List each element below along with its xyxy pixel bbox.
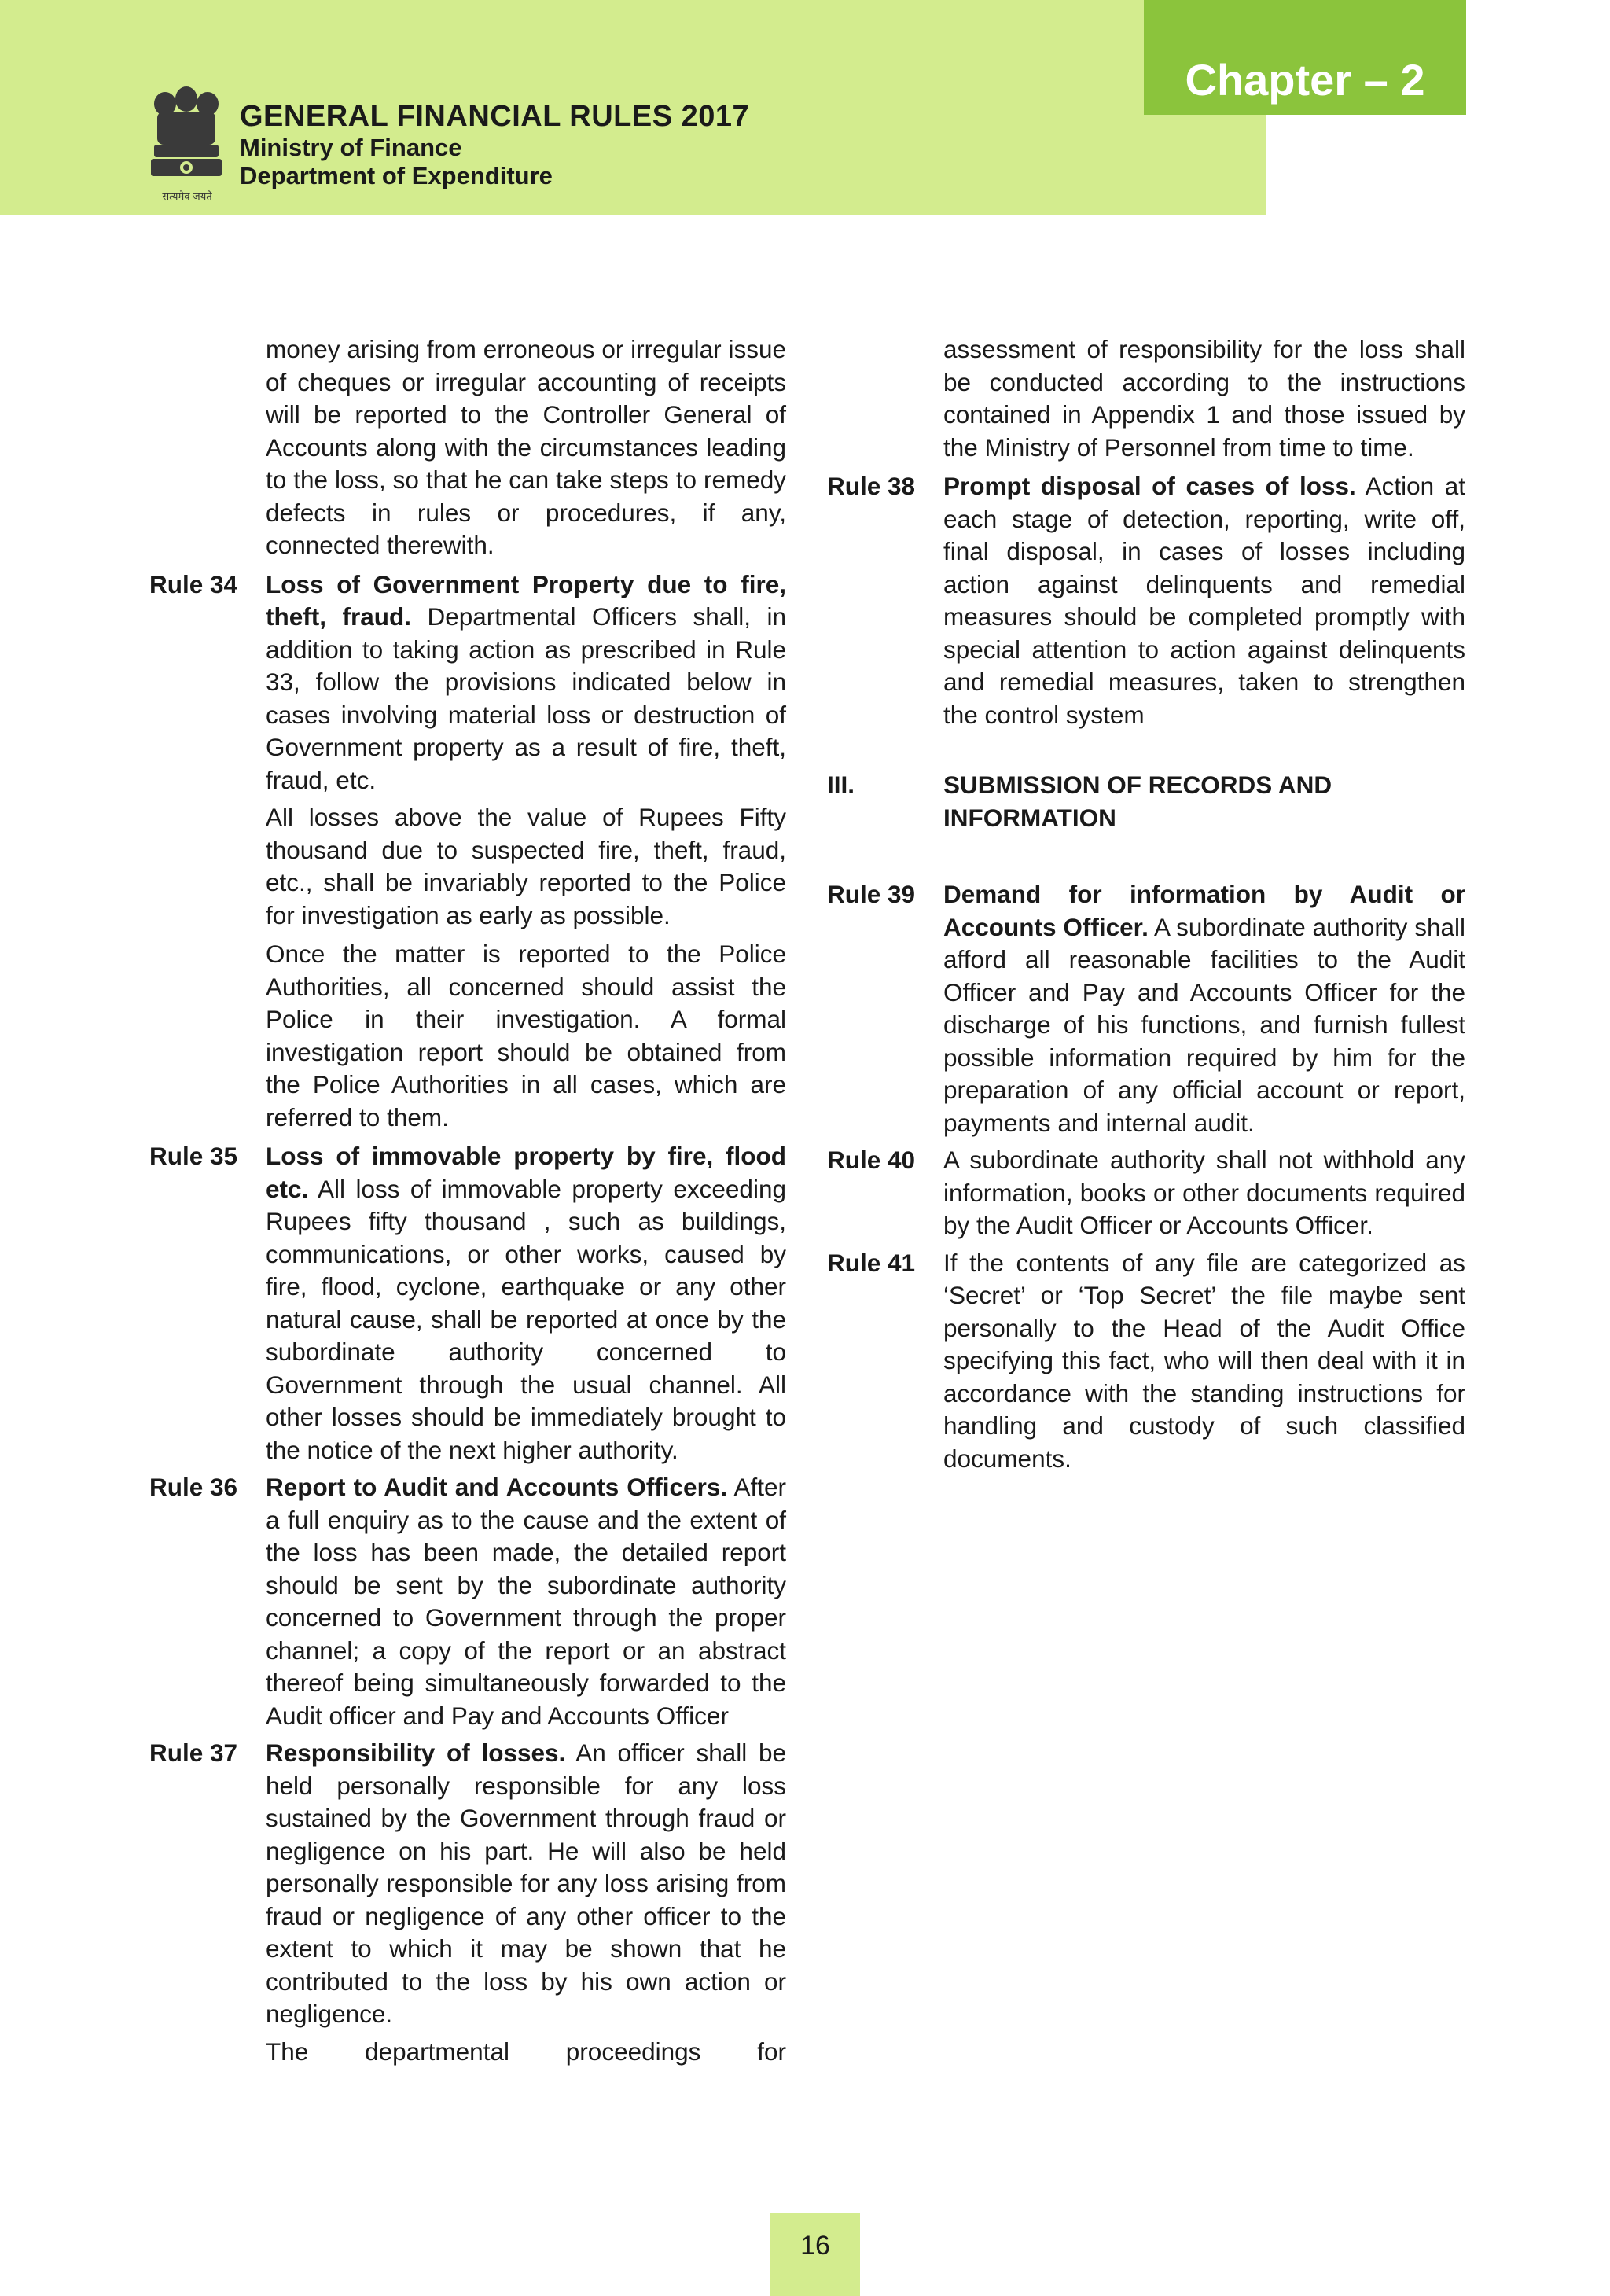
rule-body [943, 470, 1465, 731]
rule-label: Rule 41 [827, 1248, 916, 1277]
rule-text: A subordinate authority shall afford all reasonable facilities to the Audit Officer and Pay and Accounts Officer for the discharge of his functions, and furnish fullest possible information required by him for the preparation of any official account or report, payments and internal audit. [943, 912, 1465, 1137]
rule-label: Rule 37 [149, 1739, 238, 1767]
rule-text: If the contents of any file are categorized as ‘Secret’ or ‘Top Secret’ the file maybe sent personally to the Head of the Audit Office specifying this fact, who will then deal with it in accordance with the standing instructions for handling and custody of such classified documents. [943, 1248, 1465, 1473]
rule-label: Rule 40 [827, 1146, 916, 1174]
left-column [149, 333, 786, 2074]
rule-label: Rule 38 [827, 472, 916, 500]
section-title: SUBMISSION OF RECORDS AND INFORMATION [943, 771, 1332, 832]
rule-body [266, 568, 786, 797]
rule-paragraph: The departmental proceedings for [266, 2037, 786, 2066]
rule-41 [827, 1247, 1465, 1476]
rule-title: Prompt disposal of cases of loss. [943, 472, 1356, 500]
rule-36 [149, 1471, 786, 1732]
rule-title: Responsibility of losses. [266, 1739, 566, 1767]
rule-text: After a full enquiry as to the cause and the extent of the loss has been made, the detailed report should be sent by the subordinate authority concerned to Government through the proper channel; a copy of the report or an abstract thereof being simultaneously forwarded to the Audit officer and Pay and Accounts Officer [266, 1473, 786, 1730]
rule-label: Rule 36 [149, 1473, 238, 1501]
chapter-tab: Chapter – 2 [1144, 0, 1466, 115]
rule-paragraph: All losses above the value of Rupees Fifty thousand due to suspected fire, theft, fraud, etc., shall be invariably reported to the Police for investigation as early as possible. [266, 803, 786, 929]
rule-34 [149, 568, 786, 797]
rule-label: Rule 34 [149, 569, 238, 598]
rule-40 [827, 1144, 1465, 1242]
department-name: Department of Expenditure [240, 162, 553, 189]
continuation-paragraph: money arising from erroneous or irregular issue of cheques or irregular accounting of receipts will be reported to the Controller General of Accounts along with the circumstances leading to the loss, so that he can take steps to remedy defects in rules or procedures, if any, connected therewith. [266, 335, 786, 559]
rule-body [266, 1471, 786, 1732]
rule-body [266, 1737, 786, 2031]
rule-text: A subordinate authority shall not withhold any information, books or other documents required by the Audit Officer or Accounts Officer. [943, 1146, 1465, 1239]
page-number: 16 [770, 2213, 860, 2296]
right-column [827, 333, 1465, 1480]
rule-title: Report to Audit and Accounts Officers. [266, 1473, 728, 1501]
rule-title: Loss of Government Property due to fire, theft, fraud. [266, 569, 786, 631]
emblem-motto: सत्यमेव जयते [162, 190, 212, 202]
continuation-paragraph: assessment of responsibility for the loss shall be conducted according to the instructions contained in Appendix 1 and those issued by the Ministry of Personnel from time to time. [943, 335, 1465, 462]
rule-39 [827, 878, 1465, 1139]
rule-37 [149, 1737, 786, 2031]
section-number: III. [827, 771, 855, 799]
rule-text: All loss of immovable property exceeding Rupees fifty thousand , such as buildings, communications, or other works, caused by fire, flood, cyclone, earthquake or any other natural cause, shall be reported at once by the subordinate authority concerned to Government through the usual channel. All other losses should be immediately brought to the notice of the next higher authority. [266, 1174, 786, 1464]
rule-text: Action at each stage of detection, reporting, write off, final disposal, in cases of losses including action against delinquents and remedial measures should be completed promptly with special attention to action against delinquents and remedial measures, taken to strengthen the control system [943, 472, 1465, 729]
header-text [240, 99, 749, 190]
rule-title: Demand for information by Audit or Accounts Officer. [943, 880, 1465, 941]
national-emblem-icon [143, 77, 230, 203]
rule-38 [827, 470, 1465, 731]
rule-label: Rule 35 [149, 1142, 238, 1170]
rule-paragraph: Once the matter is reported to the Police Authorities, all concerned should assist the Police in their investigation. A formal investigation report should be obtained from the Police Authorities in all cases, which are referred to them. [266, 940, 786, 1131]
ministry-name: Ministry of Finance [240, 134, 462, 161]
document-title: GENERAL FINANCIAL RULES 2017 [240, 100, 750, 133]
rule-body [943, 878, 1465, 1139]
rule-label: Rule 39 [827, 880, 916, 908]
rule-body [266, 1140, 786, 1466]
section-heading [827, 769, 1465, 834]
rule-title: Loss of immovable property by fire, flood etc. [266, 1142, 786, 1203]
rule-35 [149, 1140, 786, 1466]
rule-text: An officer shall be held personally responsible for any loss sustained by the Government through fraud or negligence on his part. He will also be held personally responsible for any loss arising from fraud or negligence of any other officer to the extent to which it may be shown that he contributed to the loss by his own action or negligence. [266, 1739, 786, 2028]
rule-text: Departmental Officers shall, in addition to taking action as prescribed in Rule 33, follow the provisions indicated below in cases involving material loss or destruction of Government property as a result of fire, theft, fraud, etc. [266, 602, 786, 794]
